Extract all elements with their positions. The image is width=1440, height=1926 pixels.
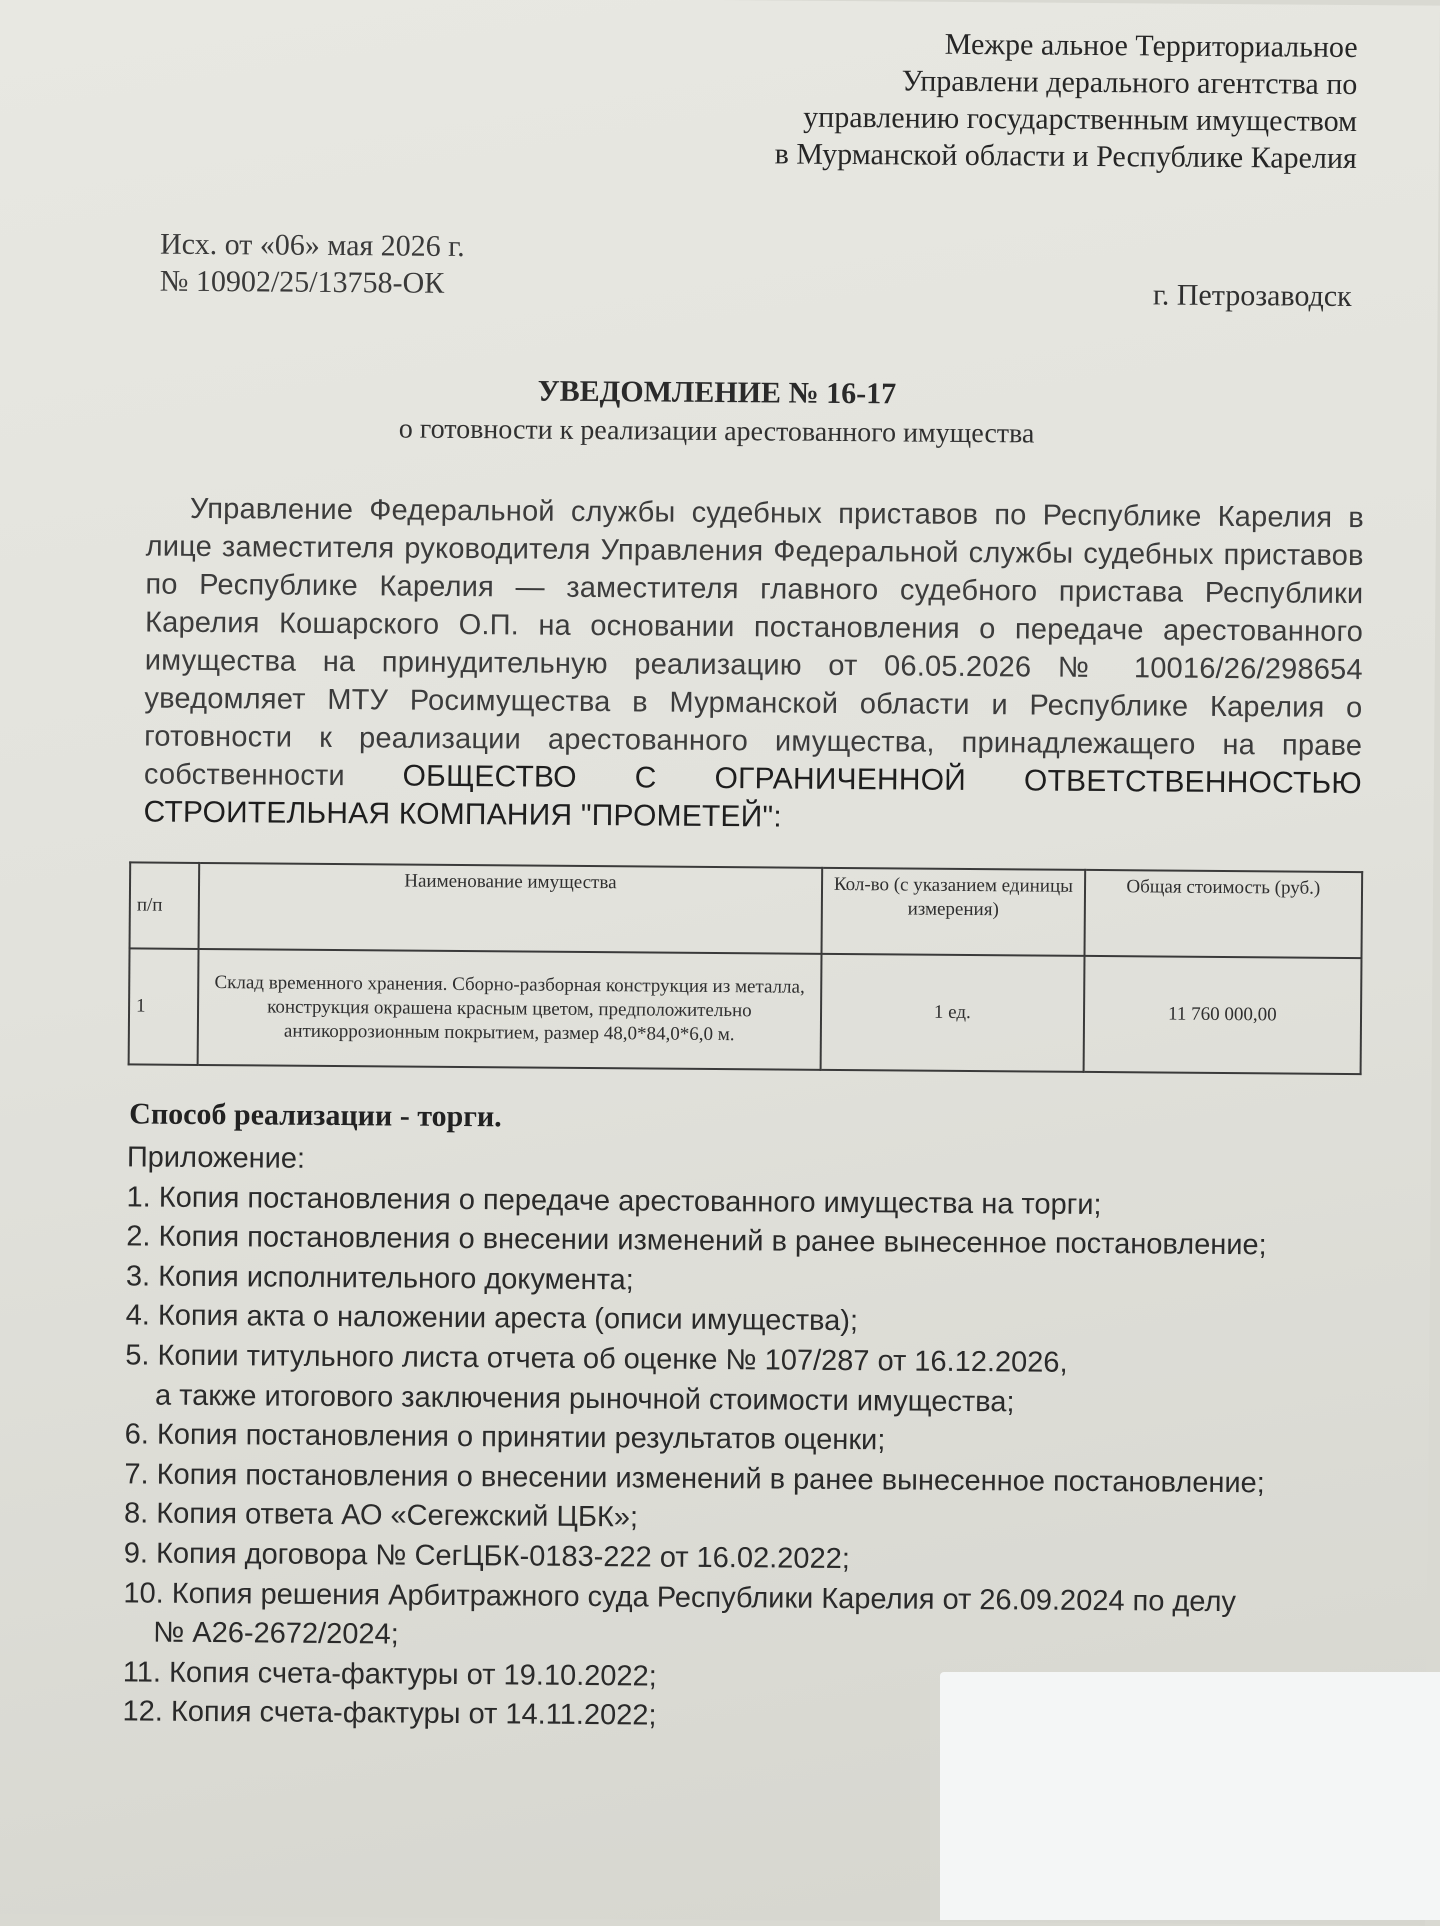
body-text: Управление Федеральной службы судебных приставов по Республике Карелия в лице заместителя руководителя Управления Федеральной службы судебных приставов по Республике Карелия — заместителя главного судебного пристава Республики Карелия Кошарского О.П. на основании постановления о передаче арестованного имущества на принудительную реализацию от 06.05.2026 № 10016/26/298654 уведомляет МТУ Росимущества в Мурманской области и Республике Карелия о готовности к реализации арестованного имущества, принадлежащего на праве собственности [143, 492, 1365, 793]
list-item: 11. Копия счета-фактуры от 19.10.2022; [122, 1656, 657, 1693]
attachments-heading: Приложение: [126, 1141, 306, 1175]
addressee-line: в Мурманской области и Республике Карелия [774, 137, 1357, 176]
table-row [129, 948, 1362, 1074]
title-block [0, 370, 1437, 453]
cell-total: 11 760 000,00 [1083, 956, 1361, 1074]
addressee-line: Межре альное Территориальное [944, 27, 1358, 65]
owner-name: ОБЩЕСТВО С ОГРАНИЧЕННОЙ ОТВЕТСТВЕННОСТЬЮ СТРОИТЕЛЬНАЯ КОМПАНИЯ "ПРОМЕТЕЙ": [143, 759, 1362, 834]
list-item: 7. Копия постановления о внесении изменений в ранее вынесенное постановление; [124, 1458, 1265, 1500]
document-subtitle: о готовности к реализации арестованного имущества [398, 413, 1035, 450]
outgoing-date: Исх. от «06» мая 2026 г. [159, 227, 465, 264]
outgoing-number: № 10902/25/13758-ОК [159, 264, 445, 300]
cell-qty: 1 ед. [821, 954, 1084, 1072]
outgoing-reference [160, 226, 465, 302]
list-item: 6. Копия постановления о принятии результатов оценки; [124, 1418, 886, 1457]
cell-name: Склад временного хранения. Сборно-разборная конструкция из металла, конструкция окрашена красным цветом, предположительно антикоррозионным покрытием, размер 48,0*84,0*6,0 м. [197, 949, 821, 1070]
list-item: 1. Копия постановления о передаче арестованного имущества на торги; [126, 1180, 1102, 1221]
header-total: Общая стоимость (руб.) [1084, 870, 1362, 958]
cell-num: 1 [129, 948, 199, 1065]
header-qty: Кол-во (с указанием единицы измерения) [822, 868, 1085, 956]
addressee-line: управлению государственным имуществом [803, 100, 1358, 139]
list-item: а также итогового заключения рыночной стоимости имущества; [154, 1379, 1015, 1418]
list-item: 8. Копия ответа АО «Сегежский ЦБК»; [123, 1497, 639, 1534]
redaction-patch [940, 1672, 1440, 1920]
list-item: 3. Копия исполнительного документа; [125, 1260, 634, 1297]
city: г. Петрозаводск [1152, 278, 1352, 313]
document-title: УВЕДОМЛЕНИЕ № 16-17 [537, 374, 897, 411]
sale-method: Способ реализации - торги. [129, 1097, 502, 1134]
header-name: Наименование имущества [198, 863, 822, 954]
list-item: 9. Копия договора № СегЦБК-0183-222 от 16.02.2022; [123, 1537, 850, 1576]
list-item: 10. Копия решения Арбитражного суда Республики Карелия от 26.09.2024 по делу [123, 1576, 1237, 1618]
attachments-list [122, 1178, 1366, 1742]
table-header-row [130, 862, 1363, 958]
list-item: 5. Копии титульного листа отчета об оценке № 107/287 от 16.12.2026, [125, 1339, 1068, 1379]
body-paragraph [143, 490, 1364, 842]
property-table [128, 861, 1364, 1075]
attachments-block [122, 1138, 1367, 1742]
header-num: п/п [130, 862, 199, 949]
list-item: № А26-2672/2024; [153, 1616, 399, 1651]
addressee-block [657, 24, 1358, 177]
addressee-line: Управлени дерального агентства по [901, 64, 1358, 102]
list-item: 2. Копия постановления о внесении изменений в ранее вынесенное постановление; [126, 1220, 1267, 1262]
list-item: 4. Копия акта о наложении ареста (описи имущества); [125, 1299, 859, 1338]
list-item: 12. Копия счета-фактуры от 14.11.2022; [122, 1695, 657, 1732]
